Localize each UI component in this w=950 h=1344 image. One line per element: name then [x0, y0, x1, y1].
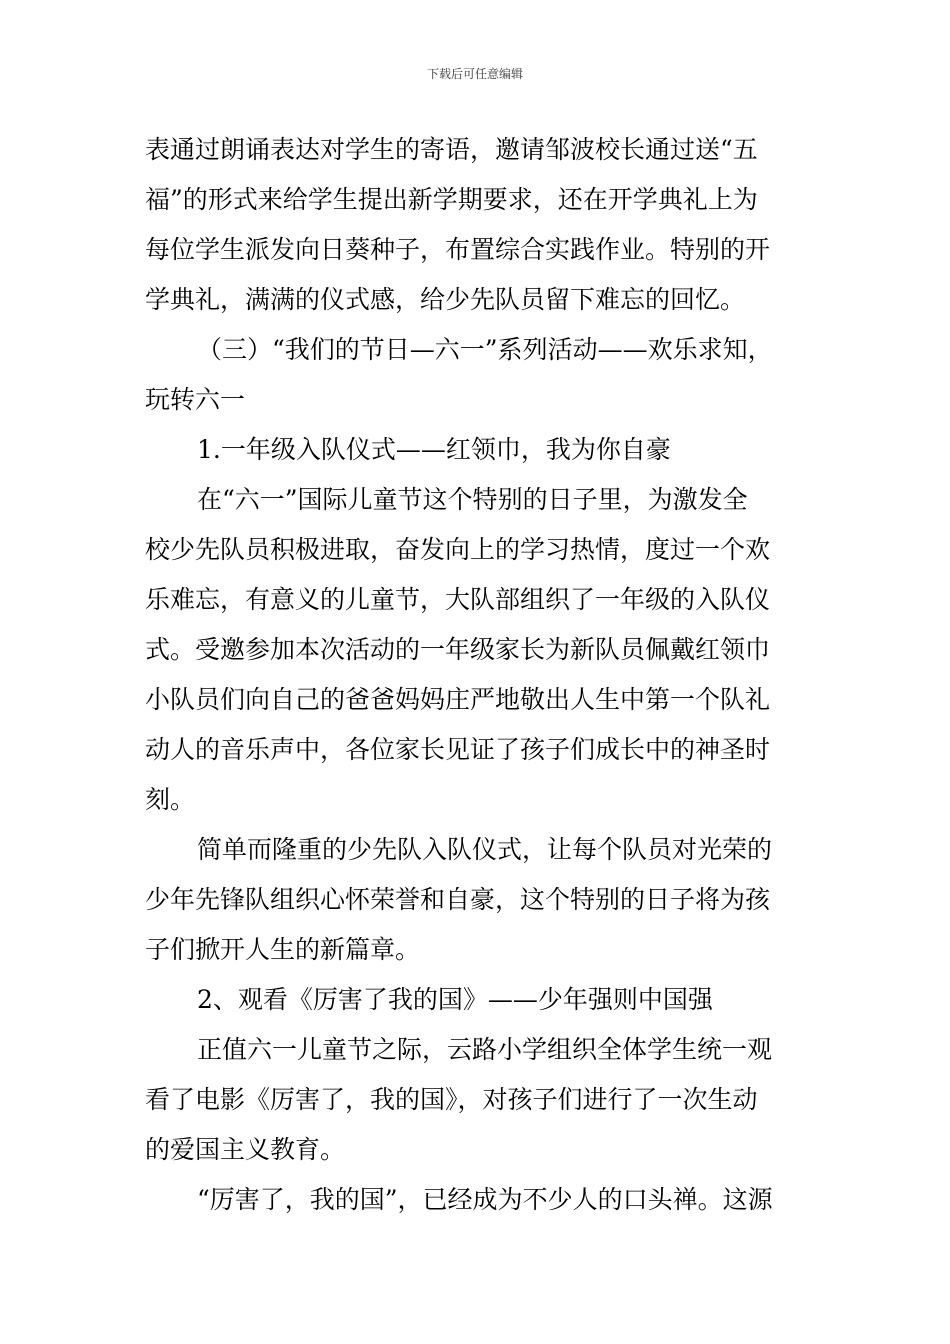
text-line: 子们掀开人生的新篇章。 [145, 935, 421, 964]
text-line: 看了电影《厉害了，我的国》，对孩子们进行了一次生动 [145, 1085, 758, 1114]
text-line: 校少先队员积极进取，奋发向上的学习热情，度过一个欢 [145, 535, 771, 564]
text-line: 表通过朗诵表达对学生的寄语，邀请邹波校长通过送“五 [145, 135, 758, 164]
text-line: 式。受邀参加本次活动的一年级家长为新队员佩戴红领巾 [145, 635, 771, 664]
text-line: 少年先锋队组织心怀荣誉和自豪，这个特别的日子将为孩 [145, 885, 771, 914]
text-line: 的爱国主义教育。 [145, 1135, 346, 1164]
paragraph-first-line: 简单而隆重的少先队入队仪式，让每个队员对光荣的 [197, 835, 773, 864]
section-heading: （三）“我们的节日—六一”系列活动——欢乐求知， [197, 335, 773, 364]
text-line: 动人的音乐声中，各位家长见证了孩子们成长中的神圣时 [145, 735, 771, 764]
text-line: 刻。 [145, 785, 196, 814]
subsection-heading: 2、观看《厉害了我的国》——少年强则中国强 [197, 985, 713, 1014]
text-line: 小队员们向自己的爸爸妈妈庄严地敬出人生中第一个队礼 [145, 685, 771, 714]
page-header-note: 下载后可任意编辑 [426, 67, 523, 81]
paragraph-first-line: 正值六一儿童节之际，云路小学组织全体学生统一观 [197, 1035, 773, 1064]
text-line: 学典礼，满满的仪式感，给少先队员留下难忘的回忆。 [145, 285, 746, 314]
subsection-heading: 1.一年级入队仪式——红领巾，我为你自豪 [197, 435, 671, 464]
paragraph-first-line: 在“六一”国际儿童节这个特别的日子里，为激发全 [197, 485, 748, 514]
text-line: 乐难忘，有意义的儿童节，大队部组织了一年级的入队仪 [145, 585, 771, 614]
paragraph-first-line: “厉害了，我的国”，已经成为不少人的口头禅。这源 [197, 1185, 773, 1214]
text-line: 福”的形式来给学生提出新学期要求，还在开学典礼上为 [145, 185, 758, 214]
text-line: 每位学生派发向日葵种子，布置综合实践作业。特别的开 [145, 235, 771, 264]
section-heading-continuation: 玩转六一 [145, 385, 246, 414]
